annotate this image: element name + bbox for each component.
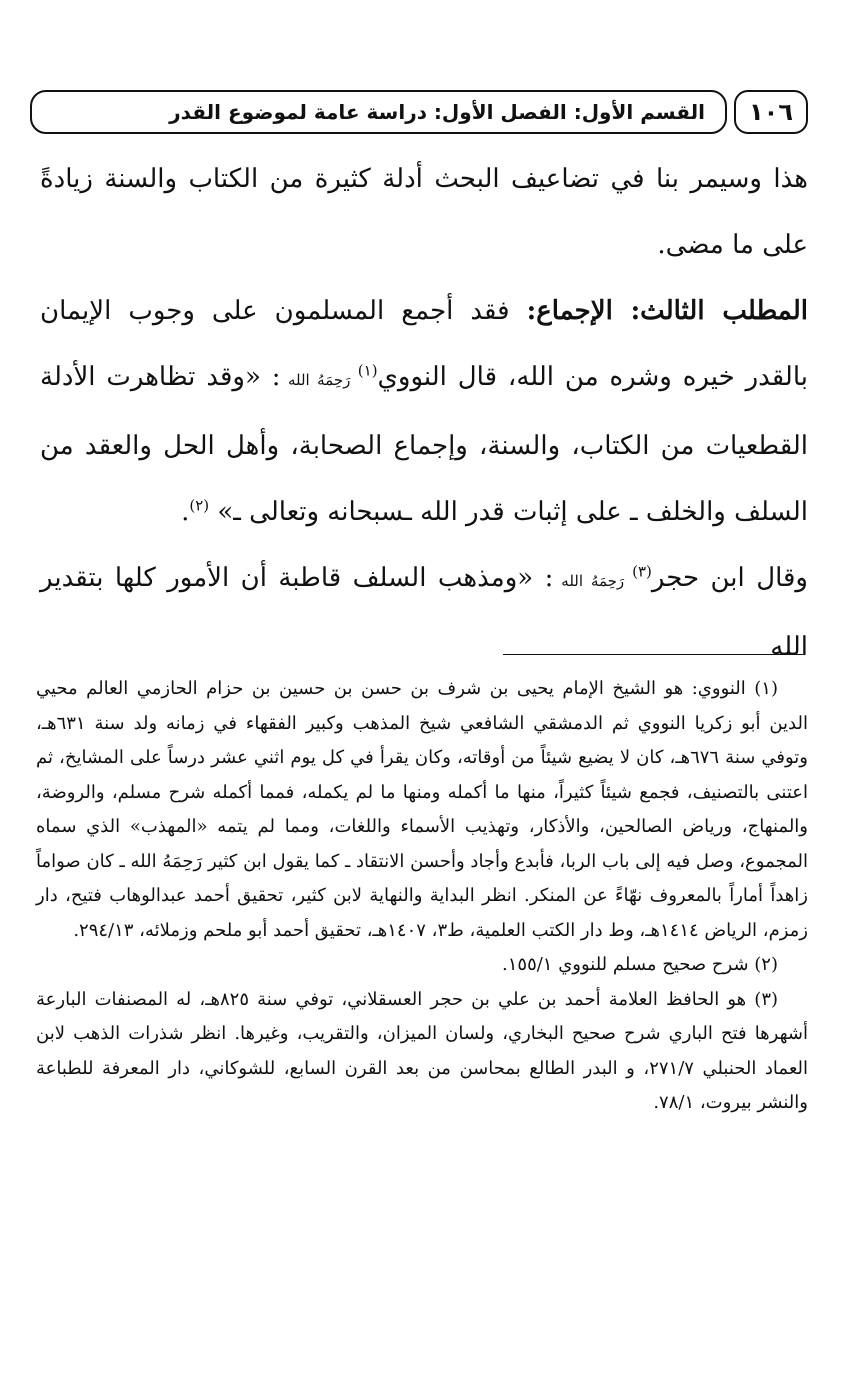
footnotes <box>36 672 808 1121</box>
running-title: القسم الأول: الفصل الأول: دراسة عامة لموضوع القدر <box>169 100 705 124</box>
section-heading: المطلب الثالث: الإجماع: <box>526 296 808 326</box>
paragraph-ibn-hajar-text-a: وقال ابن حجر <box>651 563 808 593</box>
footnote-ref-2: (٢) <box>189 496 210 515</box>
footnote-1: (١) النووي: هو الشيخ الإمام يحيى بن شرف بن حسن بن حسين بن حزام الحازمي العالم محيي الدين أبو زكريا النووي ثم الدمشقي الشافعي شيخ المذهب وكبير الفقهاء في زمانه ولد سنة ٦٣١هـ، وتوفي سنة ٦٧٦هـ، كان لا يضيع شيئاً من أوقاته، وكان يقرأ في كل يوم اثني عشر درساً على المشايخ، ثم اعتنى بالتصنيف، فجمع شيئاً كثيراً، منها ما أكمله ومنها ما لم يكمله، فمما أكمله شرح مسلم، والروضة، والمنهاج، ورياض الصالحين، والأذكار، وتهذيب الأسماء واللغات، ومما لم يتمه «المهذب» الذي سماه المجموع، وصل فيه إلى باب الربا، فأبدع وأجاد وأحسن الانتقاد ـ كما يقول ابن كثير رَحِمَهُ الله ـ كان صواماً زاهداً أماراً بالمعروف نهّاءً عن المنكر. انظر البداية والنهاية لابن كثير، تحقيق أحمد عبدالوهاب فتيح، دار زمزم، الرياض ١٤١٤هـ، وط دار الكتب العلمية، ط٣، ١٤٠٧هـ، تحقيق أحمد أبو ملحم وزملائه، ٢٩٤/١٣. <box>36 678 809 941</box>
paragraph-ibn-hajar <box>40 545 808 680</box>
page-header <box>30 90 808 136</box>
honorific-1: رَحِمَهُ الله <box>280 371 358 389</box>
footnote-ref-1: (١) <box>357 361 378 380</box>
paragraph-intro <box>40 146 808 278</box>
footnote-2: (٢) شرح صحيح مسلم للنووي ١٥٥/١. <box>502 954 778 975</box>
main-text <box>40 146 808 680</box>
footnote-ref-3: (٣) <box>632 562 652 581</box>
page-number-frame <box>734 90 808 134</box>
honorific-2: رَحِمَهُ الله <box>553 572 633 590</box>
paragraph-intro-text: هذا وسيمر بنا في تضاعيف البحث أدلة كثيرة من الكتاب والسنة زيادةً على ما مضى. <box>40 164 808 260</box>
header-title-frame <box>30 90 727 134</box>
paragraph-consensus-end: . <box>181 497 190 527</box>
paragraph-consensus-text-a: فقد أجمع المسلمون على وجوب الإيمان بالقدر خيره وشره من الله، قال النووي <box>40 296 809 392</box>
footnote-3: (٣) هو الحافظ العلامة أحمد بن علي بن حجر العسقلاني، توفي سنة ٨٢٥هـ، له المصنفات البارعة أشهرها فتح الباري شرح صحيح البخاري، ولسان الميزان، والتقريب، وغيرها. انظر شذرات الذهب لابن العماد الحنبلي ٢٧١/٧، و البدر الطالع بمحاسن من بعد القرن السابع، للشوكاني، دار المعرفة للطباعة والنشر بيروت، ٧٨/١. <box>36 988 808 1113</box>
paragraph-consensus <box>40 278 808 545</box>
paragraph-ibn-hajar-text-b: : «ومذهب السلف قاطبة أن الأمور كلها بتقدير الله <box>40 563 808 662</box>
page-number: ١٠٦ <box>749 98 793 126</box>
paragraph-consensus-text-b: : «وقد تظاهرت الأدلة القطعيات من الكتاب، والسنة، وإجماع الصحابة، وأهل الحل والعقد من السلف والخلف ـ على إثبات قدر الله ـسبحانه وتعالى ـ» <box>40 362 808 527</box>
footnote-separator <box>503 654 803 655</box>
